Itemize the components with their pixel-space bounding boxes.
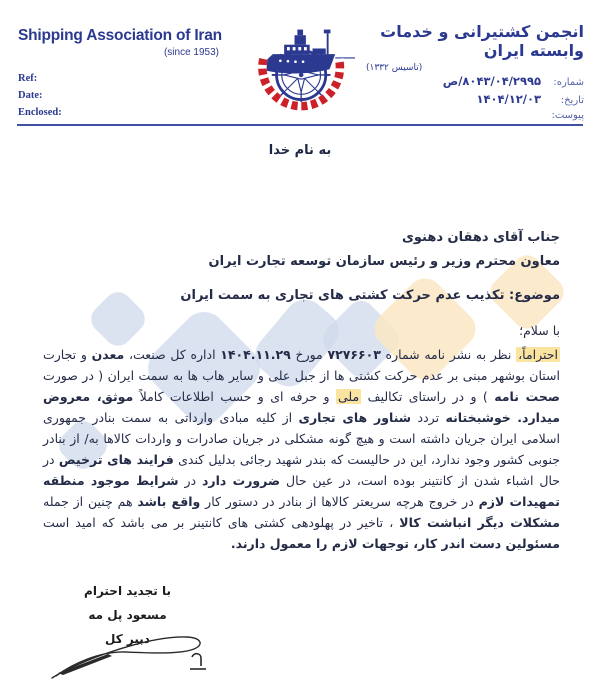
body-text: ) و در راستای تکالیف bbox=[361, 389, 495, 404]
date-fa-label: تاریخ: bbox=[560, 95, 584, 106]
bold-text: معدن bbox=[91, 347, 125, 362]
highlighted-text: احتراماً، bbox=[518, 347, 558, 362]
signer-name: مسعود پل مه bbox=[88, 608, 167, 622]
body-text: هم چنین از جمله bbox=[43, 494, 138, 509]
bold-text: ۱۴۰۴.۱۱.۲۹ bbox=[220, 347, 291, 362]
bold-text: ۷۲۷۶۶۰۳ bbox=[327, 347, 381, 362]
body-text: اداره کل صنعت، bbox=[124, 347, 221, 362]
shipping-association-logo-icon bbox=[252, 12, 356, 119]
body-text: مورخ bbox=[290, 347, 328, 362]
body-text: در حال اشباء شدن از کانتینر بوده است، در عین حال bbox=[43, 452, 560, 488]
enclosed-label: Enclosed: bbox=[18, 107, 62, 118]
bold-text: خوشبختانه bbox=[445, 410, 511, 425]
highlighted-text: ملی bbox=[337, 389, 360, 404]
salutation: با سلام؛ bbox=[519, 323, 560, 338]
watermark-shape bbox=[85, 286, 150, 351]
letter-number-block bbox=[443, 74, 584, 128]
body-text: از کلیه مبادی وارداتی به سمت بنادر جمهوری اسلامی ایران جریان داشته است و هیچ گونه مشکلی در جریان صادرات و واردات کالاها به/ از بنادر جنوبی کشور وجود ندارد، این در حالیست که بندر شهید رجائی بدلیل کندی bbox=[43, 410, 560, 467]
body-text: تردد bbox=[411, 410, 446, 425]
attachment-label: پیوست: bbox=[551, 110, 584, 121]
body-text: نظر به نشر نامه شماره bbox=[380, 347, 517, 362]
body-text: در خروج هرچه سریعتر کالاها از بنادر در دستور کار bbox=[200, 494, 479, 509]
bold-text: شرایط موجود منطقه تمهیدات لازم bbox=[43, 473, 560, 509]
since-english: (since 1953) bbox=[163, 47, 219, 58]
number-row bbox=[443, 74, 584, 88]
recipient-title: معاون محترم وزیر و رئیس سازمان توسعه تجارت ایران bbox=[208, 254, 560, 269]
bold-text: فرایند های ترخیص bbox=[58, 452, 174, 467]
since-farsi: (تاسیس ۱۳۳۲) bbox=[366, 63, 423, 73]
bold-text: صحت نامه bbox=[494, 389, 560, 404]
org-name-english: Shipping Association of Iran bbox=[18, 27, 222, 44]
date-row bbox=[443, 92, 584, 106]
recipient-name: جناب آقای دهقان دهنوی bbox=[401, 230, 560, 245]
date-label: Date: bbox=[18, 90, 43, 101]
body-text: ، تاخیر در پهلودهی کشتی های کانتینر بر می باشد که امید است bbox=[43, 515, 400, 530]
bold-text: واقع باشد bbox=[137, 494, 201, 509]
date-fa-value: ۱۴۰۴/۱۲/۰۳ bbox=[476, 92, 541, 106]
bold-text: ضرورت دارد bbox=[202, 473, 281, 488]
bold-text: مشکلات دیگر انباشت کالا bbox=[399, 515, 560, 530]
bold-text: موثق، معروض میدارد. bbox=[43, 389, 560, 425]
letter-body bbox=[43, 344, 560, 554]
number-label: شماره: bbox=[553, 77, 584, 88]
body-text: در bbox=[178, 473, 203, 488]
ref-block bbox=[18, 70, 62, 121]
attachment-row bbox=[443, 110, 584, 124]
bismillah: به نام خدا bbox=[268, 143, 332, 158]
closing-line: با تجدید احترام bbox=[84, 584, 171, 598]
org-fa-block bbox=[366, 22, 584, 73]
bold-text: مسئولین دست اندر کار، توجهات لازم را معمول دارند. bbox=[230, 536, 560, 551]
signature-scribble-icon bbox=[46, 626, 214, 684]
bold-text: شناور های تجاری bbox=[298, 410, 412, 425]
header-divider bbox=[17, 124, 583, 126]
body-text: و تجارت استان بوشهر مبنی بر عدم حرکت کشتی ها از جبل علی و سایر هاب ها به سمت ایران ( در صورت bbox=[43, 347, 560, 383]
body-text: و حرفه ای و حسب اطلاعات کاملاً bbox=[133, 389, 336, 404]
org-name-farsi: انجمن کشتیرانی و خدمات وابسته ایران bbox=[380, 22, 584, 60]
ref-label: Ref: bbox=[18, 73, 38, 84]
number-value: ۸۰۴۳/۰۴/۲۹۹۵/ص bbox=[442, 74, 541, 88]
subject-line: موضوع: تکذیب عدم حرکت کشتی های تجاری به سمت ایران bbox=[180, 288, 560, 303]
signer-title: دبیر کل bbox=[105, 632, 150, 646]
